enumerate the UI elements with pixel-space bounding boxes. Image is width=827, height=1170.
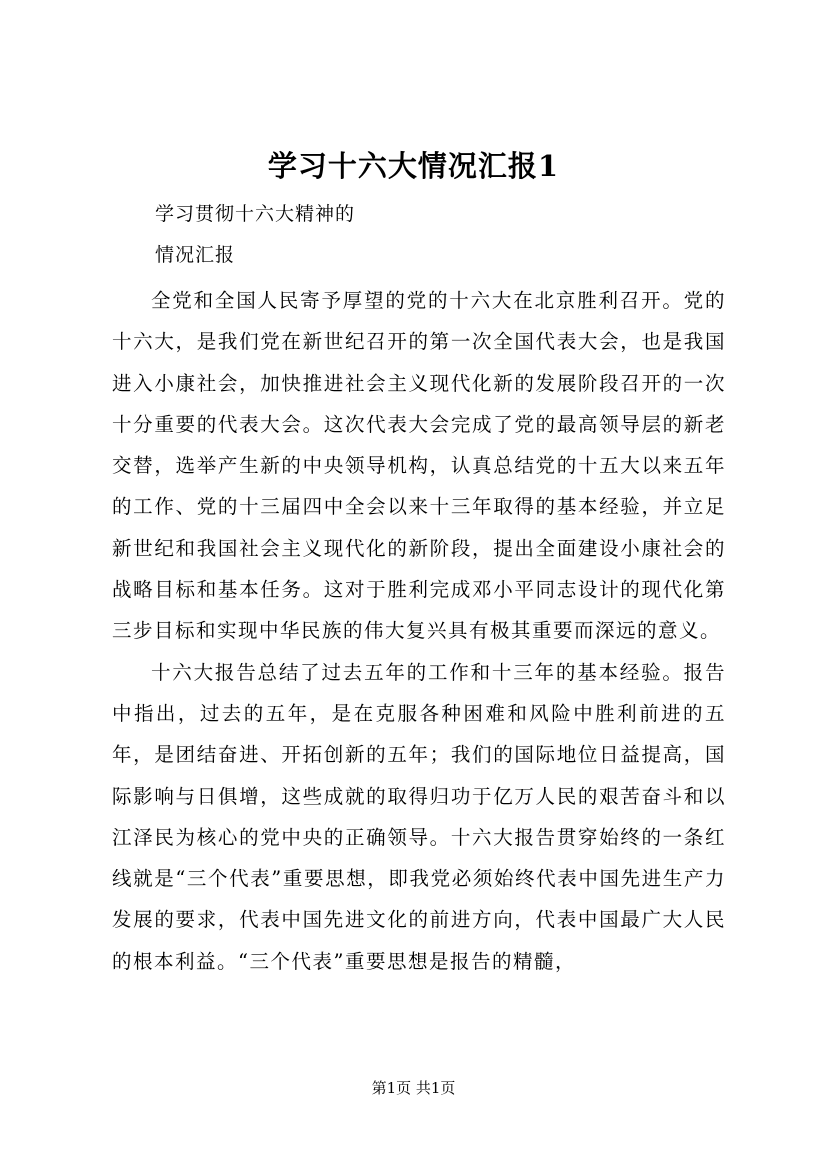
body-paragraph-1: 全党和全国人民寄予厚望的党的十六大在北京胜利召开。党的十六大，是我们党在新世纪召开的第一次全国代表大会，也是我国进入小康社会，加快推进社会主义现代化新的发展阶段召开的一次十分重要的代表大会。这次代表大会完成了党的最高领导层的新老交替，选举产生新的中央领导机构，认真总结党的十五大以来五年的工作、党的十三届四中全会以来十三年取得的基本经验，并立足新世纪和我国社会主义现代化的新阶段，提出全面建设小康社会的战略目标和基本任务。这对于胜利完成邓小平同志设计的现代化第三步目标和实现中华民族的伟大复兴具有极其重要而深远的意义。 <box>112 289 726 643</box>
body-paragraph-2: 十六大报告总结了过去五年的工作和十三年的基本经验。报告中指出，过去的五年，是在克服各种困难和风险中胜利前进的五年，是团结奋进、开拓创新的五年；我们的国际地位日益提高，国际影响与日俱增，这些成就的取得归功于亿万人民的艰苦奋斗和以江泽民为核心的党中央的正确领导。十六大报告贯穿始终的一条红线就是“三个代表”重要思想，即我党必须始终代表中国先进生产力发展的要求，代表中国先进文化的前进方向，代表中国最广大人民的根本利益。“三个代表”重要思想是报告的精髓， <box>112 660 726 973</box>
subheading-line-1: 学习贯彻十六大精神的 <box>155 203 356 225</box>
page-footer: 第1页 共1页 <box>371 1079 456 1097</box>
document-body <box>112 280 726 982</box>
subheading-line-2: 情况汇报 <box>155 244 236 266</box>
document-title: 学习十六大情况汇报1 <box>267 149 560 183</box>
